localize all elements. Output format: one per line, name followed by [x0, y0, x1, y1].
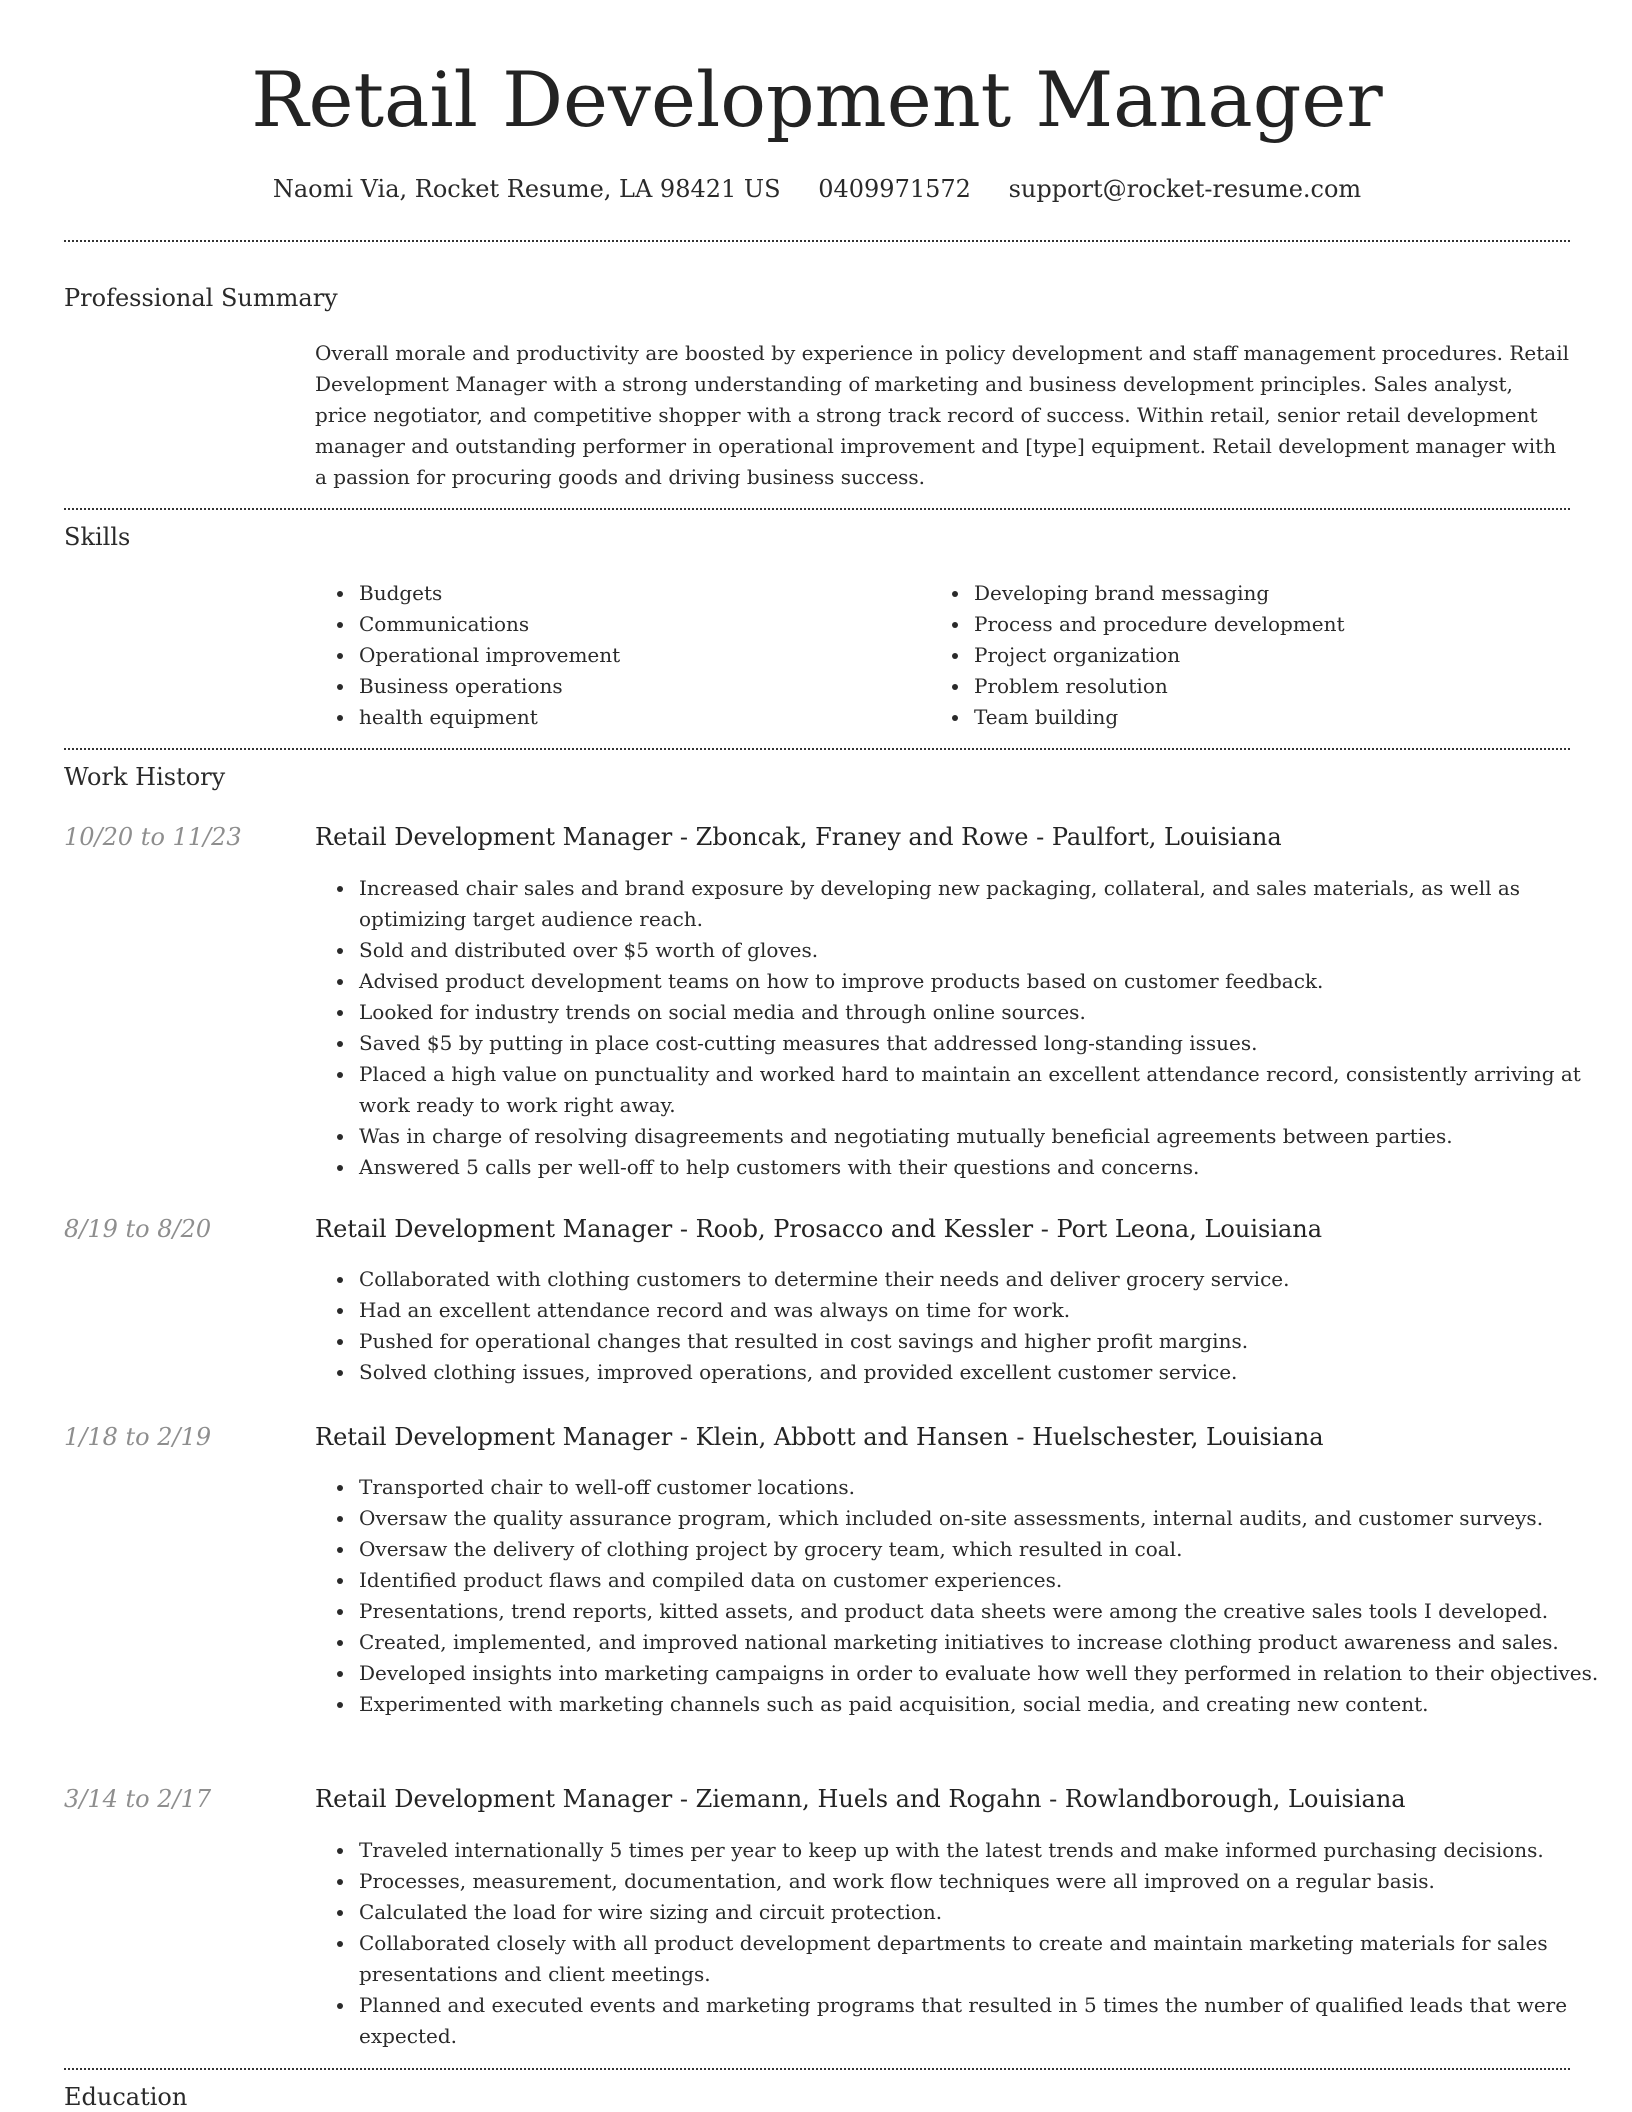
job-bullets	[359, 1264, 1629, 1388]
divider	[64, 508, 1570, 510]
job-bullet: Created, implemented, and improved national marketing initiatives to increase clothing product awareness and sales.	[359, 1627, 1629, 1658]
job-bullet: Collaborated closely with all product development departments to create and maintain marketing materials for sales presentations and client meetings.	[359, 1928, 1629, 1990]
job-bullet: Pushed for operational changes that resulted in cost savings and higher profit margins.	[359, 1326, 1629, 1357]
job-bullet: Experimented with marketing channels such as paid acquisition, social media, and creating new content.	[359, 1689, 1629, 1720]
job-dates: 10/20 to 11/23	[64, 823, 242, 851]
job-title: Retail Development Manager - Ziemann, Huels and Rogahn - Rowlandborough, Louisiana	[315, 1785, 1406, 1813]
skills-list-left	[359, 578, 919, 733]
job-bullet: Collaborated with clothing customers to determine their needs and deliver grocery service.	[359, 1264, 1629, 1295]
skill-item: Budgets	[359, 578, 919, 609]
divider	[64, 2068, 1570, 2070]
section-title-work-history: Work History	[64, 763, 226, 791]
job-bullet: Was in charge of resolving disagreements and negotiating mutually beneficial agreements between parties.	[359, 1121, 1629, 1152]
skill-item: Developing brand messaging	[974, 578, 1570, 609]
skill-item: Team building	[974, 702, 1570, 733]
job-bullet: Answered 5 calls per well-off to help customers with their questions and concerns.	[359, 1152, 1629, 1183]
job-bullets	[359, 873, 1629, 1183]
job-title: Retail Development Manager - Zboncak, Franey and Rowe - Paulfort, Louisiana	[315, 823, 1282, 851]
job-bullets	[359, 1472, 1629, 1720]
contact-address: Naomi Via, Rocket Resume, LA 98421 US	[272, 175, 781, 203]
job-bullet: Calculated the load for wire sizing and circuit protection.	[359, 1897, 1629, 1928]
job-bullet: Identified product flaws and compiled data on customer experiences.	[359, 1565, 1629, 1596]
skill-item: health equipment	[359, 702, 919, 733]
job-bullet: Developed insights into marketing campaigns in order to evaluate how well they performed in relation to their objectives.	[359, 1658, 1629, 1689]
job-title: Retail Development Manager - Klein, Abbott and Hansen - Huelschester, Louisiana	[315, 1423, 1324, 1451]
job-bullet: Oversaw the quality assurance program, which included on-site assessments, internal audits, and customer surveys.	[359, 1503, 1629, 1534]
section-title-skills: Skills	[64, 523, 131, 551]
job-bullet: Saved $5 by putting in place cost-cutting measures that addressed long-standing issues.	[359, 1028, 1629, 1059]
section-title-summary: Professional Summary	[64, 284, 338, 312]
job-bullet: Advised product development teams on how to improve products based on customer feedback.	[359, 966, 1629, 997]
job-bullets	[359, 1835, 1629, 2052]
resume-name: Retail Development Manager	[251, 55, 1383, 144]
skill-item: Business operations	[359, 671, 919, 702]
skill-item: Project organization	[974, 640, 1570, 671]
divider	[64, 748, 1570, 750]
job-bullet: Planned and executed events and marketing programs that resulted in 5 times the number of qualified leads that were expected.	[359, 1990, 1629, 2052]
skill-item: Communications	[359, 609, 919, 640]
job-title: Retail Development Manager - Roob, Prosacco and Kessler - Port Leona, Louisiana	[315, 1215, 1323, 1243]
resume-page	[64, 0, 1599, 2112]
job-dates: 8/19 to 8/20	[64, 1215, 212, 1243]
contact-line	[64, 171, 1570, 207]
job-bullet: Transported chair to well-off customer locations.	[359, 1472, 1629, 1503]
job-bullet: Presentations, trend reports, kitted assets, and product data sheets were among the creative sales tools I developed.	[359, 1596, 1629, 1627]
contact-phone: 0409971572	[818, 175, 971, 203]
job-bullet: Processes, measurement, documentation, and work flow techniques were all improved on a regular basis.	[359, 1866, 1629, 1897]
job-dates: 1/18 to 2/19	[64, 1423, 212, 1451]
job-dates: 3/14 to 2/17	[64, 1785, 212, 1813]
job-bullet: Had an excellent attendance record and was always on time for work.	[359, 1295, 1629, 1326]
summary-text: Overall morale and productivity are boosted by experience in policy development and staff management procedures. Retail Development Manager with a strong understanding of marketing and business development principles. Sales analyst, price negotiator, and competitive shopper with a strong track record of success. Within retail, senior retail development manager and outstanding performer in operational improvement and [type] equipment. Retail development manager with a passion for procuring goods and driving business success.	[315, 341, 1569, 489]
skill-item: Problem resolution	[974, 671, 1570, 702]
job-bullet: Oversaw the delivery of clothing project by grocery team, which resulted in coal.	[359, 1534, 1629, 1565]
job-bullet: Placed a high value on punctuality and worked hard to maintain an excellent attendance record, consistently arriving at work ready to work right away.	[359, 1059, 1629, 1121]
contact-email: support@rocket-resume.com	[1008, 175, 1362, 203]
job-bullet: Solved clothing issues, improved operations, and provided excellent customer service.	[359, 1357, 1629, 1388]
divider	[64, 240, 1570, 242]
job-bullet: Looked for industry trends on social media and through online sources.	[359, 997, 1629, 1028]
job-bullet: Sold and distributed over $5 worth of gloves.	[359, 935, 1629, 966]
job-bullet: Traveled internationally 5 times per year to keep up with the latest trends and make informed purchasing decisions.	[359, 1835, 1629, 1866]
section-title-education: Education	[64, 2083, 188, 2111]
skill-item: Process and procedure development	[974, 609, 1570, 640]
job-bullet: Increased chair sales and brand exposure by developing new packaging, collateral, and sales materials, as well as optimizing target audience reach.	[359, 873, 1629, 935]
skills-list-right	[974, 578, 1570, 733]
skill-item: Operational improvement	[359, 640, 919, 671]
